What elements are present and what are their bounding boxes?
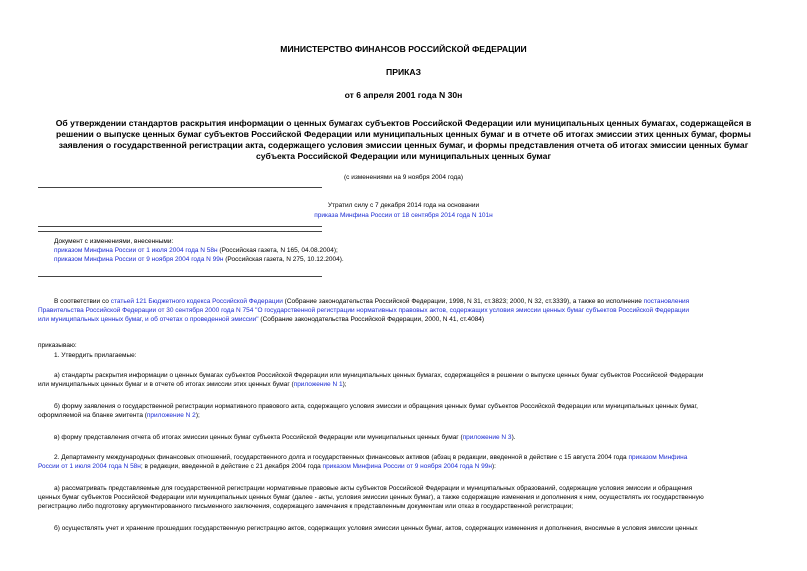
item-1a: а) стандарты раскрытия информации о ценных бумагах субъектов Российской Федерации или муниципальных ценных бумагах, содержащейся в решении о выпуске ценных бумаг субъектов Российской Федерации или муниципальных ценных бумаг и в отчете об итогах эмиссии этих ценных бумаг (приложение N 1); — [38, 372, 704, 388]
resolution-link[interactable]: Правительства Российской Федерации от 30 сентября 2000 года N 754 "О государственной регистрации нормативных правовых актов, содержащих условия эмиссии ценных бумаг субъектов Российской Федерации — [38, 307, 690, 314]
divider — [38, 226, 322, 227]
item-2a: а) рассматривать представляемые для государственной регистрации нормативные правовые акты субъектов Российской Федерации и муниципальных образований, содержащие условия эмиссии и обращения ценных бумаг субъектов Российской Федерации или муниципальных ценных бумаг (далее - акты, условия эмиссии ценных бумаг), а также содержащие изменения и дополнения к ним, осуществлять их государственную регистрацию либо подготовку аргументированного письменного заключения, содержащего замечания к представленным документам или отказ в государственной регистрации; — [38, 485, 704, 510]
changes-intro: Документ с изменениями, внесенными: — [54, 238, 174, 245]
order-58n-link[interactable]: приказом Минфина — [628, 454, 688, 461]
change-source: (Российская газета, N 165, 04.08.2004); — [217, 247, 338, 254]
lost-force-link-line — [0, 211, 807, 220]
changes-item — [54, 246, 794, 255]
title-line: заявления о государственной регистрации акта, содержащего условия эмиссии ценных бумаг, и формы представления отчета об итогах эмиссии ценных бумаг — [58, 140, 749, 150]
changes-block — [54, 237, 794, 264]
order-99n-link[interactable]: приказом Минфина России от 9 ноября 2004 года N 99н — [322, 463, 492, 470]
appendix-3-link[interactable]: приложение N 3 — [462, 434, 512, 441]
divider — [38, 187, 322, 188]
orders-label: приказываю: — [38, 342, 77, 349]
divider — [38, 231, 322, 232]
item-2: 2. Департаменту международных финансовых отношений, государственного долга и государственных финансовых активов (абзац в редакции, введенной в действие с 15 августа 2004 года приказом Минфина России от 1 июля 2004 года N 58н; в редакции, введенной в действие с 21 декабря 2004 года приказом Минфина России от 9 ноября 2004 года N 99н): — [38, 454, 688, 470]
lost-force-note: Утратил силу с 7 декабря 2014 года на основании — [327, 202, 480, 209]
item-1c: в) форму представления отчета об итогах эмиссии ценных бумаг субъекта Российской Федерации или муниципальных ценных бумаг (приложение N 3). — [54, 434, 516, 441]
document-title — [20, 118, 787, 162]
preamble-paragraph — [38, 297, 770, 324]
item-1: 1. Утвердить прилагаемые: — [54, 352, 137, 359]
item-1b: б) форму заявления о государственной регистрации нормативного правового акта, содержащего условия эмиссии и обращения ценных бумаг субъектов Российской Федерации или муниципальных ценных бумаг, оформляемой на бланке эмитента (приложение N 2); — [38, 403, 698, 419]
change-link[interactable]: приказом Минфина России от 1 июля 2004 года N 58н — [54, 247, 218, 254]
change-link[interactable]: приказом Минфина России от 9 ноября 2004 года N 99н — [54, 256, 224, 263]
title-line: субъекта Российской Федерации или муниципальных ценных бумаг — [255, 151, 552, 161]
amendment-note: (с изменениями на 9 ноября 2004 года) — [343, 174, 464, 181]
lost-force-link[interactable]: приказа Минфина России от 18 сентября 2014 года N 101н — [314, 212, 493, 219]
resolution-link[interactable]: постановления — [643, 298, 690, 305]
title-line: Об утверждении стандартов раскрытия информации о ценных бумагах субъектов Российской Федерации или муниципальных ценных бумагах, содержащейся в — [55, 118, 752, 128]
preamble-line: или муниципальных ценных бумаг, и об отчетах о проведенной эмиссии" (Собрание законодательства Российской Федерации, 2000, N 41, ст.4084) — [38, 316, 485, 323]
order-58n-link[interactable]: России от 1 июля 2004 года N 58н — [38, 463, 141, 470]
divider — [38, 276, 322, 277]
appendix-2-link[interactable]: приложение N 2 — [146, 412, 196, 419]
resolution-link[interactable]: или муниципальных ценных бумаг, и об отчетах о проведенной эмиссии" — [38, 316, 259, 323]
ministry-heading: МИНИСТЕРСТВО ФИНАНСОВ РОССИЙСКОЙ ФЕДЕРАЦИИ — [280, 44, 527, 54]
doc-type-heading: ПРИКАЗ — [386, 67, 421, 77]
date-number-heading: от 6 апреля 2001 года N 30н — [344, 90, 463, 100]
preamble-line: В соответствии со статьей 121 Бюджетного кодекса Российской Федерации (Собрание законодательства Российской Федерации, 1998, N 31, ст.3823; 2000, N 32, ст.3339), а также во исполнение постановления — [54, 298, 690, 305]
title-line: решении о выпуске ценных бумаг субъектов Российской Федерации или муниципальных ценных бумаг и в отчете об итогах эмиссии этих ценных бумаг, формы — [56, 129, 751, 139]
change-source: (Российская газета, N 275, 10.12.2004). — [223, 256, 344, 263]
preamble-line — [38, 306, 770, 315]
changes-item — [54, 255, 794, 264]
item-2b: б) осуществлять учет и хранение прошедших государственную регистрацию актов, содержащих условия эмиссии ценных бумаг, актов, содержащих изменения и дополнения, вносимые в условия эмиссии ценных — [54, 525, 698, 532]
appendix-1-link[interactable]: приложение N 1 — [293, 381, 343, 388]
budget-code-link[interactable]: статьей 121 Бюджетного кодекса Российской Федерации — [110, 298, 283, 305]
